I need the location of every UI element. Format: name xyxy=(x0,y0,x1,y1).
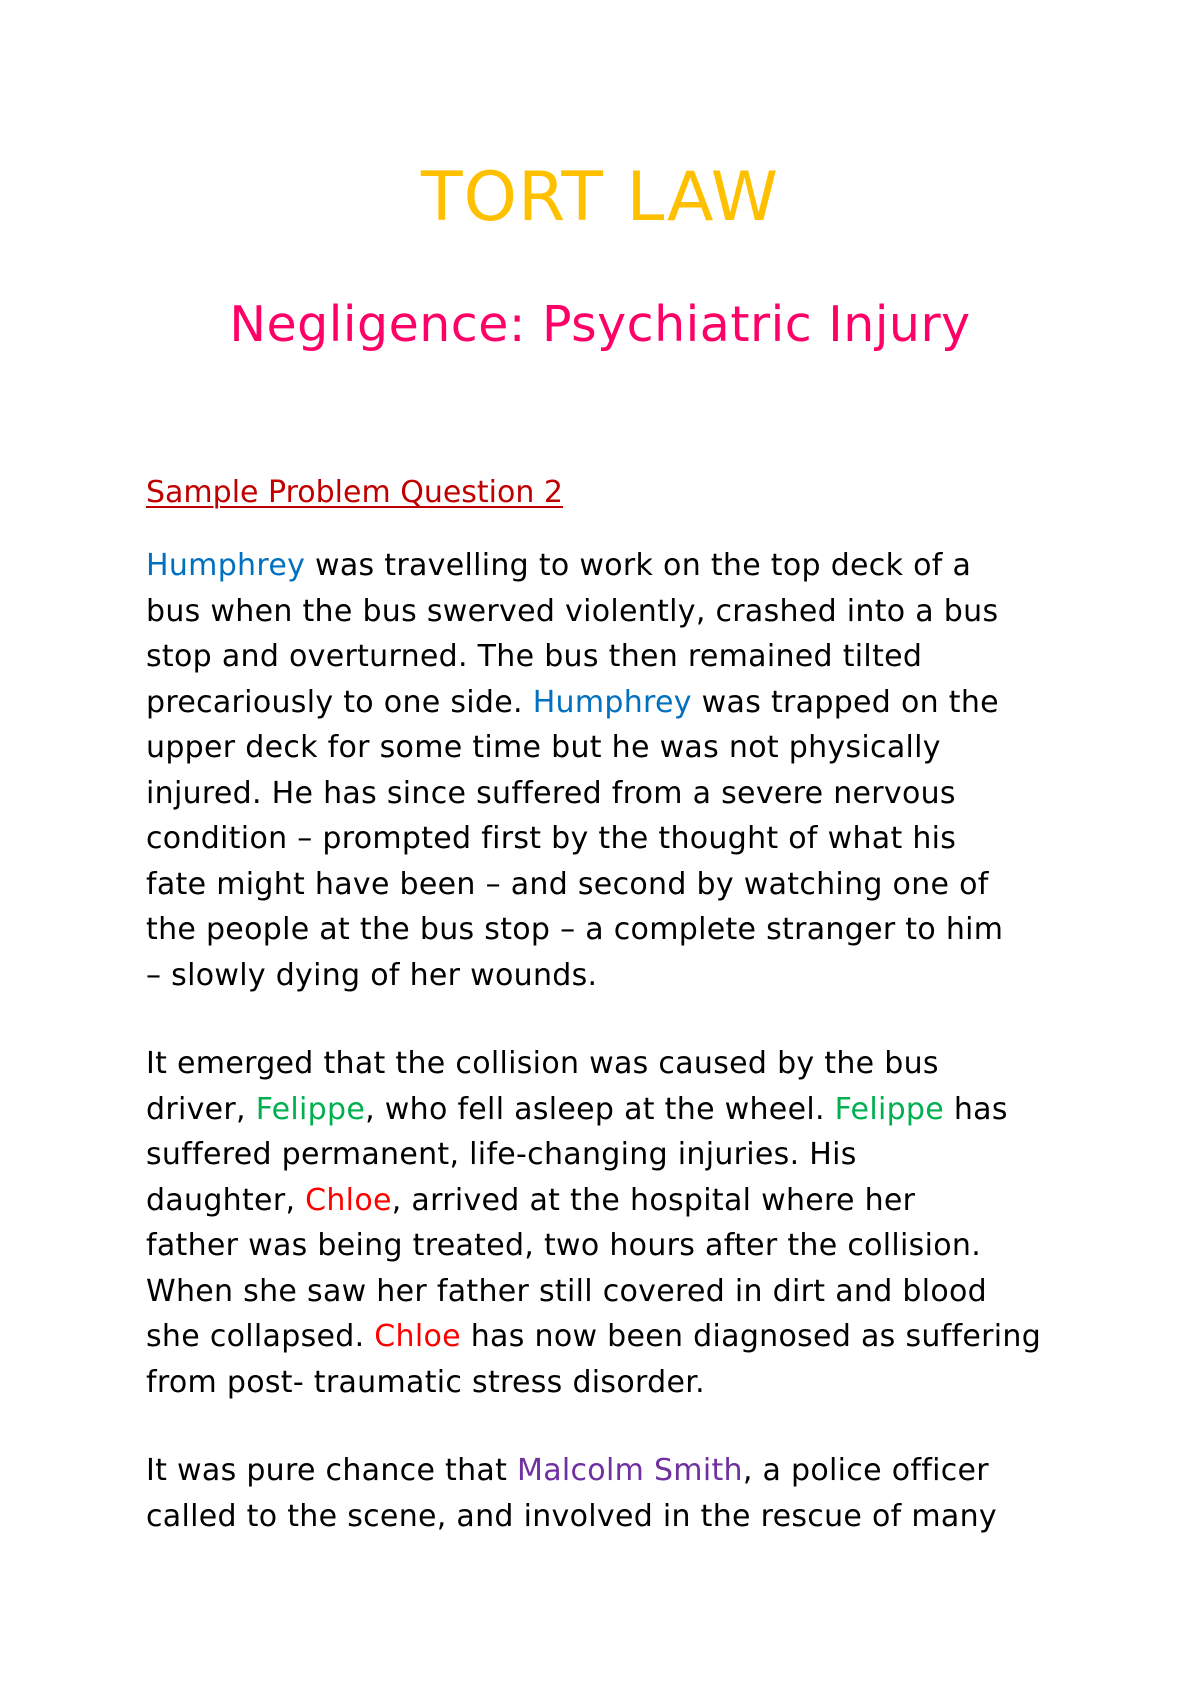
paragraph xyxy=(146,1041,1076,1405)
name-chloe: Chloe xyxy=(374,1319,461,1354)
text-line xyxy=(146,1178,1076,1224)
text-line xyxy=(146,1223,1076,1269)
text-segment: suffered permanent, life-changing injuries. His xyxy=(146,1137,857,1172)
text-line xyxy=(146,634,1076,680)
question-heading: Sample Problem Question 2 xyxy=(146,475,564,510)
text-line xyxy=(146,907,1076,953)
text-line xyxy=(146,1360,1076,1406)
paragraph xyxy=(146,543,1076,998)
name-malcolm: Malcolm Smith xyxy=(517,1453,743,1488)
text-line xyxy=(146,1314,1076,1360)
text-segment: the people at the bus stop – a complete stranger to him xyxy=(146,912,1004,947)
text-segment: was travelling to work on the top deck of a xyxy=(305,548,972,583)
text-line xyxy=(146,589,1076,635)
text-segment: When she saw her father still covered in dirt and blood xyxy=(146,1273,988,1309)
text-segment: – slowly dying of her wounds. xyxy=(146,957,598,993)
text-line xyxy=(146,816,1076,862)
name-humphrey: Humphrey xyxy=(146,548,306,583)
text-segment: fate might have been – and second by watching one of xyxy=(146,866,989,902)
text-segment: driver, xyxy=(146,1091,256,1127)
text-line xyxy=(146,953,1076,999)
text-segment: , arrived at the hospital where her xyxy=(391,1182,916,1218)
document-title: TORT LAW xyxy=(421,158,779,237)
text-line xyxy=(146,771,1076,817)
text-segment: upper deck for some time but he was not physically xyxy=(146,730,941,765)
text-segment: condition – prompted first by the thought of what his xyxy=(146,821,957,856)
text-line xyxy=(146,543,1076,589)
paragraph xyxy=(146,1448,1076,1539)
text-line xyxy=(146,1041,1076,1087)
text-line xyxy=(146,1132,1076,1178)
text-segment: called to the scene, and involved in the rescue of many xyxy=(146,1498,997,1534)
text-segment: daughter, xyxy=(146,1182,306,1218)
text-segment: father was being treated, two hours after the collision. xyxy=(146,1228,982,1263)
text-segment: she collapsed. xyxy=(146,1319,375,1354)
name-humphrey: Humphrey xyxy=(532,684,692,720)
text-segment: precariously to one side. xyxy=(146,684,533,720)
text-line xyxy=(146,1087,1076,1133)
text-segment: injured. He has since suffered from a severe nervous xyxy=(146,775,956,811)
text-segment: has now been diagnosed as suffering xyxy=(460,1319,1042,1354)
text-line xyxy=(146,1269,1076,1315)
text-segment: was trapped on the xyxy=(691,684,999,720)
document-subtitle: Negligence: Psychiatric Injury xyxy=(229,296,971,353)
name-chloe: Chloe xyxy=(305,1182,392,1218)
text-segment: from post- traumatic stress disorder. xyxy=(146,1364,705,1400)
text-segment: , a police officer xyxy=(742,1453,989,1488)
text-line xyxy=(146,1448,1076,1494)
text-segment: has xyxy=(944,1091,1008,1127)
text-line xyxy=(146,680,1076,726)
text-segment: stop and overturned. The bus then remained tilted xyxy=(146,639,923,674)
text-line xyxy=(146,862,1076,908)
text-line xyxy=(146,1494,1076,1540)
text-segment: It was pure chance that xyxy=(146,1453,518,1488)
text-segment: , who fell asleep at the wheel. xyxy=(365,1091,835,1127)
text-segment: bus when the bus swerved violently, crashed into a bus xyxy=(146,593,999,629)
text-segment: It emerged that the collision was caused by the bus xyxy=(146,1046,939,1081)
text-line xyxy=(146,725,1076,771)
name-felippe: Felippe xyxy=(255,1091,366,1127)
name-felippe: Felippe xyxy=(834,1091,945,1127)
